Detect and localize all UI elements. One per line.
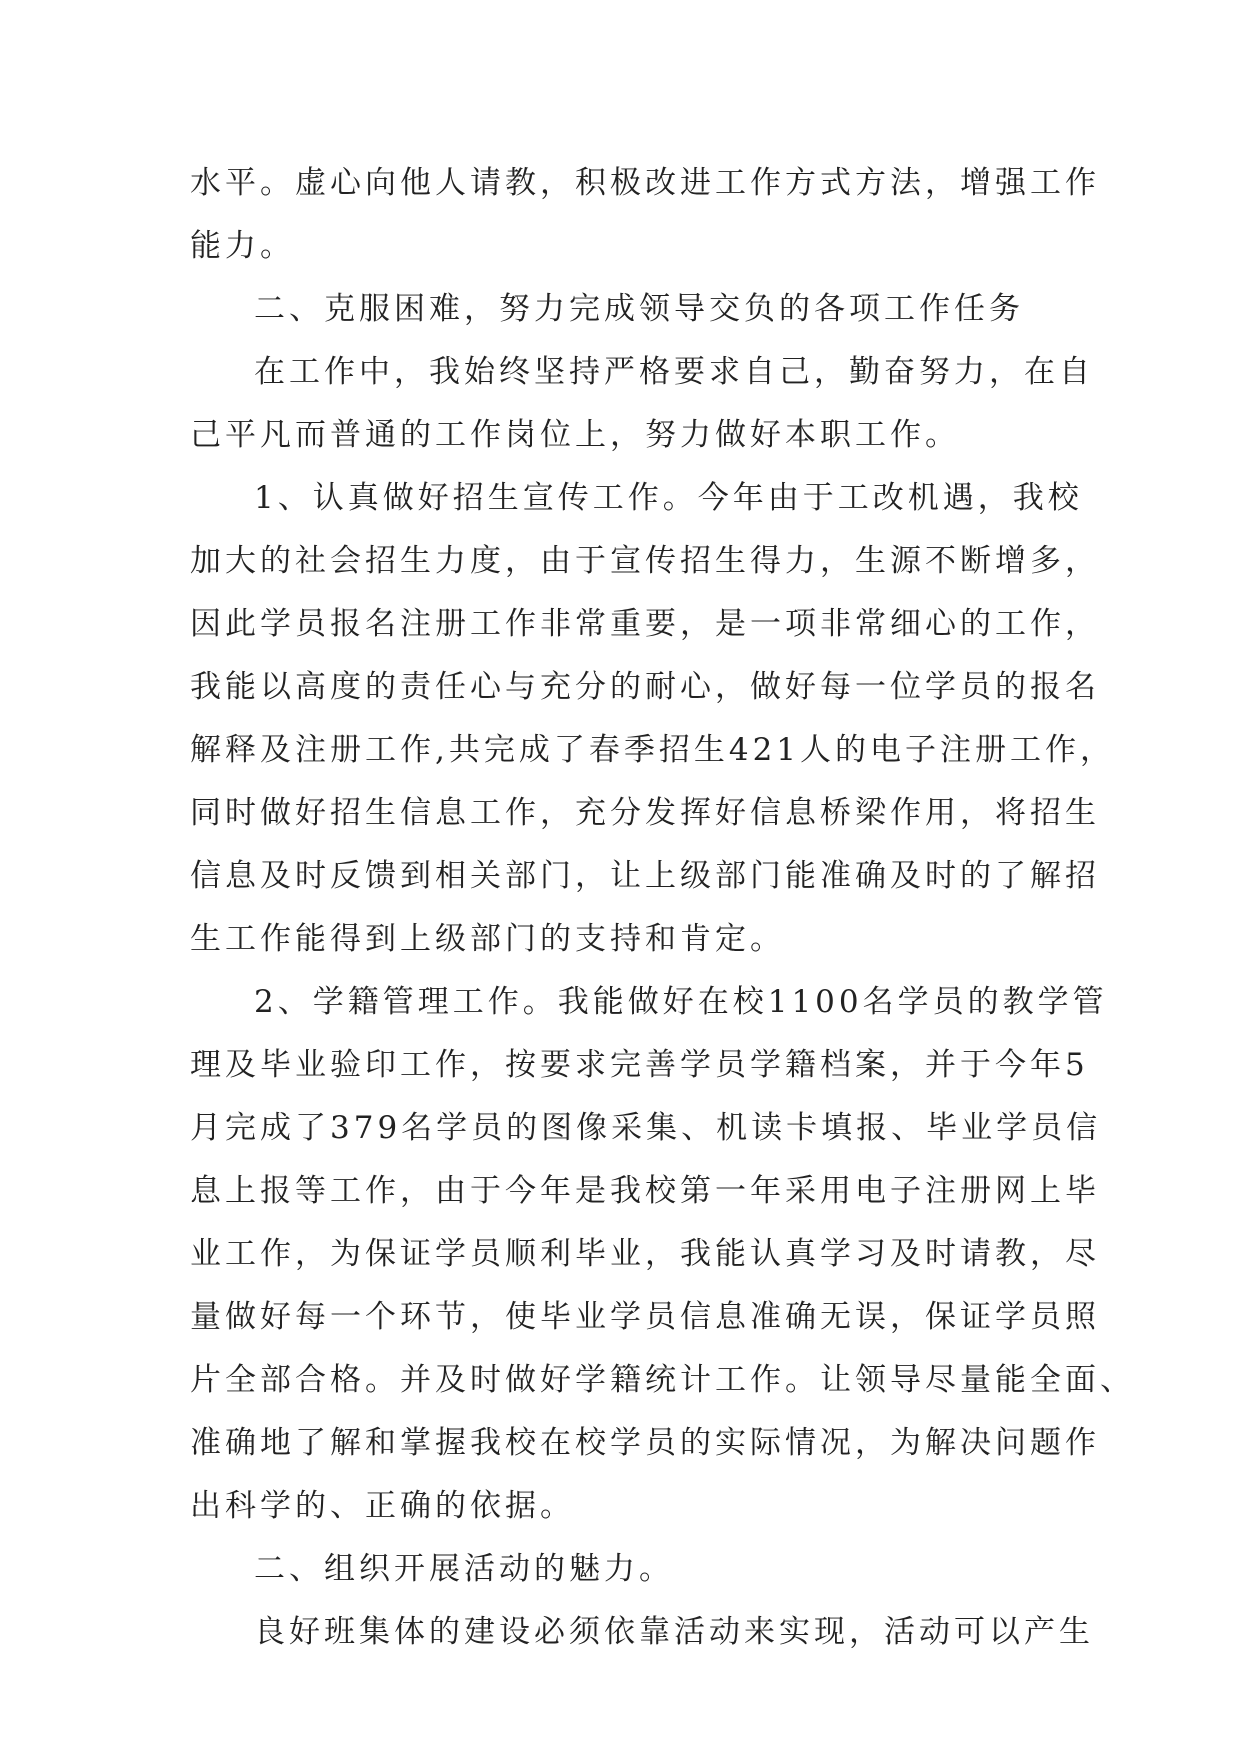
text-line: 能力。 (190, 228, 295, 264)
text-line: 在工作中，我始终坚持严格要求自己，勤奋努力，在自 (254, 354, 1094, 390)
text-line: 息上报等工作，由于今年是我校第一年采用电子注册网上毕 (190, 1173, 1100, 1209)
text-line: 二、克服困难，努力完成领导交负的各项工作任务 (254, 291, 1024, 327)
text-line: 准确地了解和掌握我校在校学员的实际情况，为解决问题作 (190, 1425, 1100, 1461)
text-line: 良好班集体的建设必须依靠活动来实现，活动可以产生 (254, 1614, 1094, 1650)
text-line: 加大的社会招生力度，由于宣传招生得力，生源不断增多， (190, 543, 1100, 579)
text-line: 业工作，为保证学员顺利毕业，我能认真学习及时请教，尽 (190, 1236, 1100, 1272)
text-line: 出科学的、正确的依据。 (190, 1488, 575, 1524)
text-line: 同时做好招生信息工作，充分发挥好信息桥梁作用，将招生 (190, 795, 1100, 831)
text-line: 1、认真做好招生宣传工作。今年由于工改机遇，我校 (254, 480, 1083, 516)
text-line: 信息及时反馈到相关部门，让上级部门能准确及时的了解招 (190, 858, 1100, 894)
text-line: 解释及注册工作,共完成了春季招生421人的电子注册工作， (190, 732, 1116, 768)
text-line: 己平凡而普通的工作岗位上，努力做好本职工作。 (190, 417, 960, 453)
text-line: 我能以高度的责任心与充分的耐心，做好每一位学员的报名 (190, 669, 1100, 705)
text-line: 量做好每一个环节，使毕业学员信息准确无误，保证学员照 (190, 1299, 1100, 1335)
text-line: 二、组织开展活动的魅力。 (254, 1551, 674, 1587)
text-line: 片全部合格。并及时做好学籍统计工作。让领导尽量能全面、 (190, 1362, 1135, 1398)
text-line: 月完成了379名学员的图像采集、机读卡填报、毕业学员信 (190, 1110, 1102, 1146)
text-line: 生工作能得到上级部门的支持和肯定。 (190, 921, 785, 957)
text-line: 2、学籍管理工作。我能做好在校1100名学员的教学管 (254, 984, 1108, 1020)
document-body (190, 152, 1135, 1664)
text-line: 水平。虚心向他人请教，积极改进工作方式方法，增强工作 (190, 165, 1100, 201)
text-line: 因此学员报名注册工作非常重要，是一项非常细心的工作， (190, 606, 1100, 642)
text-line: 理及毕业验印工作，按要求完善学员学籍档案，并于今年5 (190, 1047, 1089, 1083)
